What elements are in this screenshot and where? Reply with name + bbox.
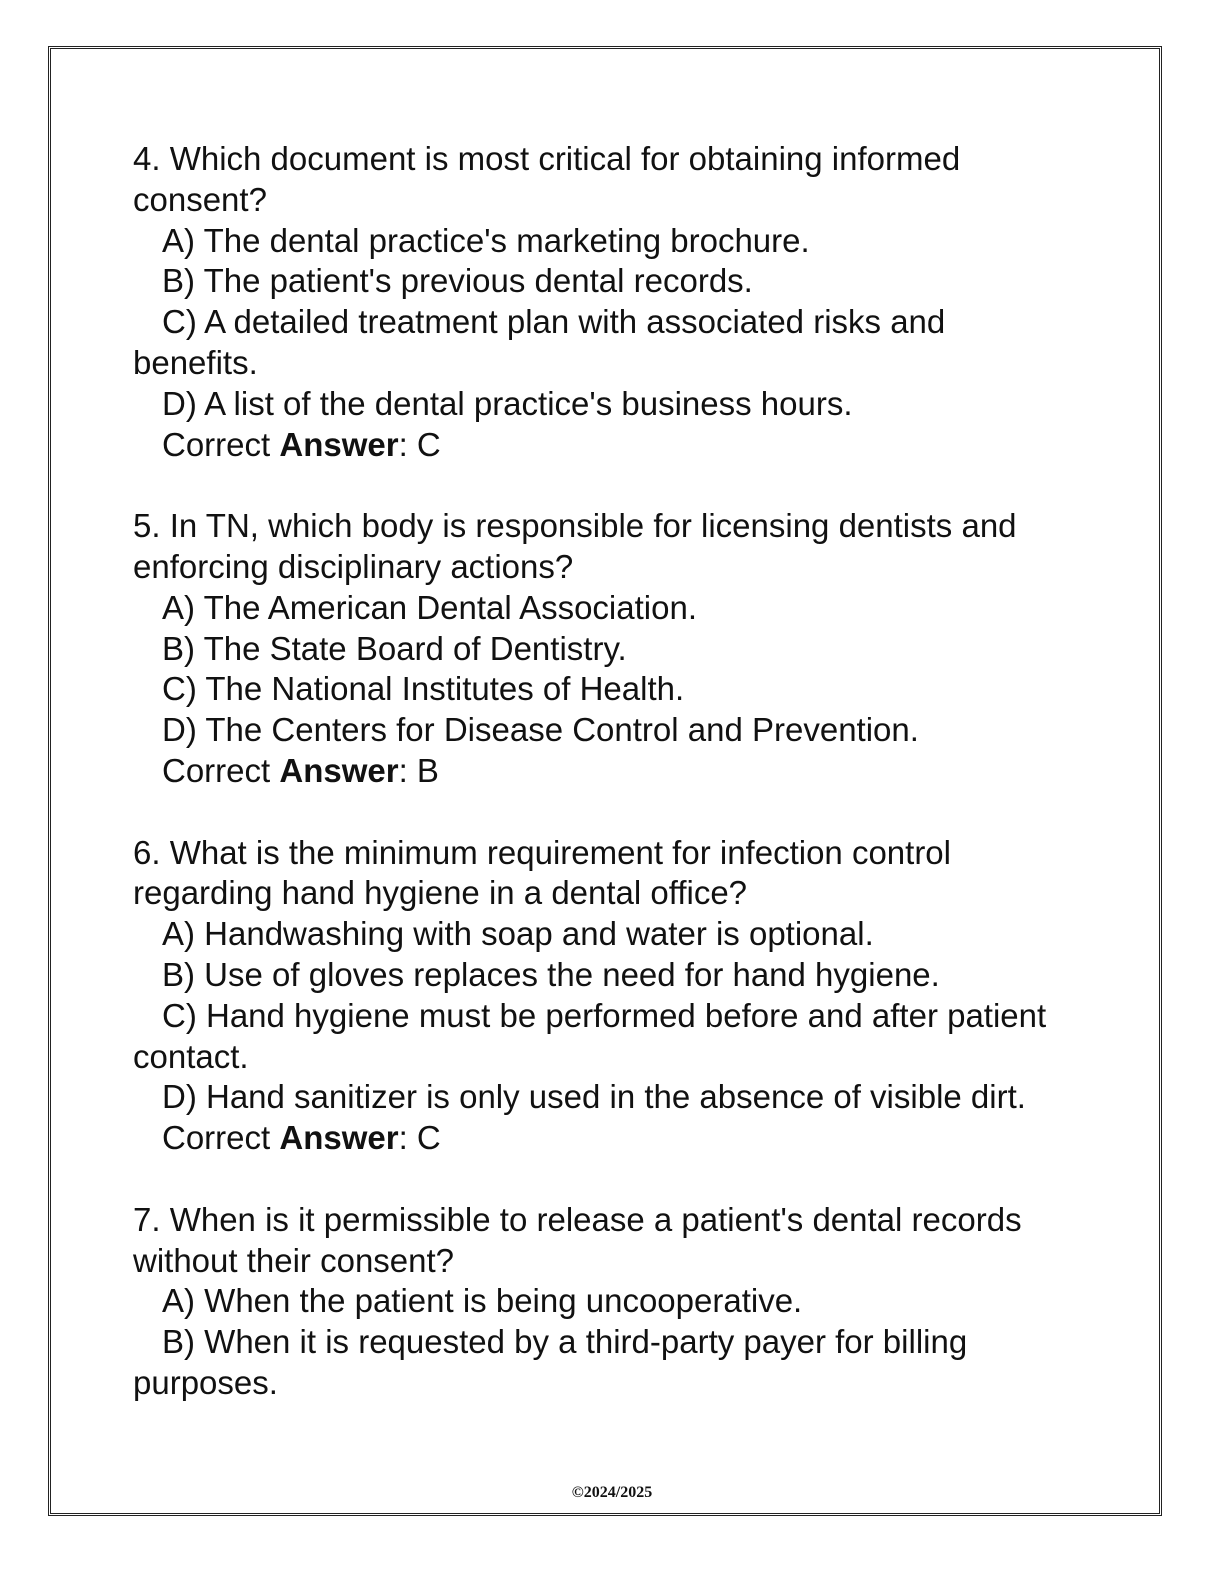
correct-answer xyxy=(133,1118,1053,1159)
question-5 xyxy=(133,506,1053,792)
option-a: A) The American Dental Association. xyxy=(162,588,697,626)
copyright-footer: ©2024/2025 xyxy=(571,1484,653,1501)
option-a: A) Handwashing with soap and water is optional. xyxy=(162,915,874,953)
answer-value: : B xyxy=(398,751,439,789)
option-b: B) The patient's previous dental records. xyxy=(162,262,753,300)
question-text: 6. What is the minimum requirement for infection control regarding hand hygiene in a dental office? xyxy=(133,833,951,912)
answer-prefix: Correct xyxy=(162,751,280,789)
correct-answer xyxy=(133,425,1053,466)
option-b: B) When it is requested by a third-party payer for billing purposes. xyxy=(133,1323,968,1401)
question-7 xyxy=(133,1200,1053,1404)
answer-value: : C xyxy=(398,1119,441,1157)
correct-answer xyxy=(133,751,1053,792)
option-a: A) When the patient is being uncooperative. xyxy=(162,1282,803,1320)
option-c: C) The National Institutes of Health. xyxy=(162,670,685,708)
answer-label: Answer xyxy=(279,425,399,463)
question-text: 4. Which document is most critical for obtaining informed consent? xyxy=(133,140,961,218)
question-list xyxy=(133,139,1053,1445)
answer-value: : C xyxy=(398,425,441,463)
answer-label: Answer xyxy=(279,751,399,789)
question-6 xyxy=(133,833,1053,1159)
option-d: D) The Centers for Disease Control and Prevention. xyxy=(162,711,919,749)
option-d: D) Hand sanitizer is only used in the absence of visible dirt. xyxy=(162,1078,1026,1116)
option-c: C) A detailed treatment plan with associated risks and benefits. xyxy=(133,303,946,381)
answer-prefix: Correct xyxy=(162,425,280,463)
question-4 xyxy=(133,139,1053,465)
option-a: A) The dental practice's marketing brochure. xyxy=(162,221,810,259)
option-c: C) Hand hygiene must be performed before and after patient contact. xyxy=(133,996,1047,1075)
answer-label: Answer xyxy=(279,1119,399,1157)
option-b: B) The State Board of Dentistry. xyxy=(162,629,627,667)
question-text: 7. When is it permissible to release a patient's dental records without their consent? xyxy=(133,1200,1022,1279)
option-d: D) A list of the dental practice's business hours. xyxy=(162,384,853,422)
question-text: 5. In TN, which body is responsible for licensing dentists and enforcing disciplinary actions? xyxy=(133,507,1017,585)
answer-prefix: Correct xyxy=(162,1119,280,1157)
option-b: B) Use of gloves replaces the need for hand hygiene. xyxy=(162,955,940,993)
